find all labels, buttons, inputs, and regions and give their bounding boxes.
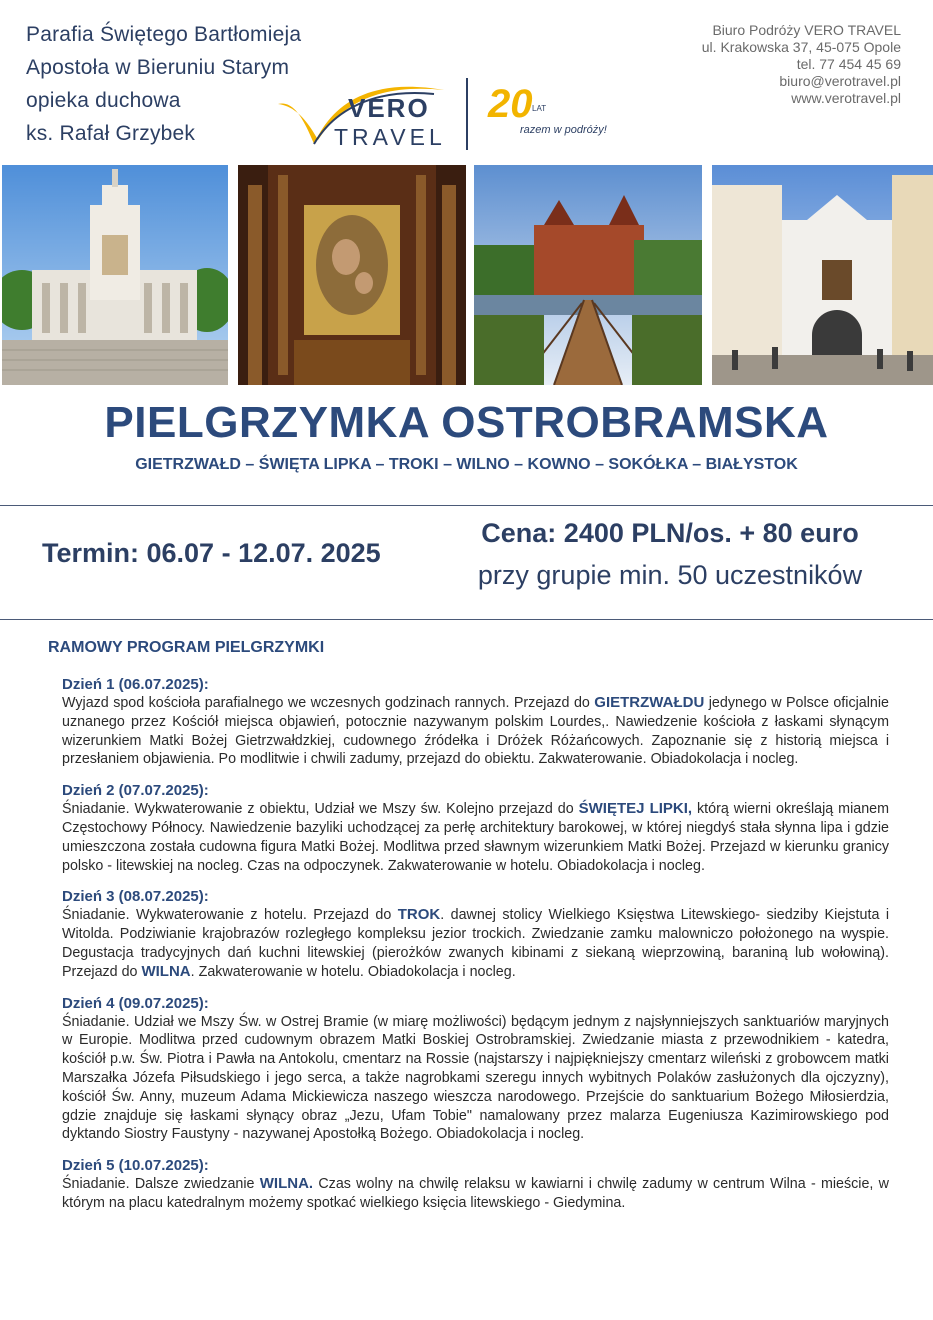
parish-line: opieka duchowa xyxy=(26,89,181,112)
place-name: WILNA. xyxy=(259,1175,314,1193)
parish-line: ks. Rafał Grzybek xyxy=(26,122,196,145)
day-text: Wyjazd spod kościoła parafialnego we wczesnych godzinach rannych. Przejazd do GIETRZWAŁDU jedynego w Polsce oficjalnie uznanego przez Kościół miejsca objawień, potocznie nazywanym polskim Lourdes,. Nawiedzenie kościoła z łaskami słynącym wizerunkiem Matki Bożej Gietrzwałdzkiej, cudownego źródełka i Dróżek Różańcowych. Zapoznanie się z historią miejsca i przesłaniem objawienia. Po modlitwie i chwili zadumy, przejazd do obiektu. Zakwaterowanie. Obiadokolacja i nocleg. xyxy=(62,694,889,768)
anniversary-tagline: razem w podróży! xyxy=(520,124,607,136)
day-heading: Dzień 5 (10.07.2025): xyxy=(62,1157,209,1175)
castle-photo xyxy=(474,165,702,385)
photo-strip xyxy=(2,165,933,385)
trip-price: Cena: 2400 PLN/os. + 80 euro xyxy=(481,518,859,548)
agency-name: Biuro Podróży VERO TRAVEL xyxy=(712,22,901,38)
day-heading: Dzień 4 (09.07.2025): xyxy=(62,994,209,1012)
parish-line: Apostoła w Bieruniu Starym xyxy=(26,56,290,79)
place-name: TROK xyxy=(397,906,441,924)
day-text: Śniadanie. Wykwaterowanie z obiektu, Udział we Mszy św. Kolejno przejazd do ŚWIĘTEJ LIPKI, którą wierni określają mianem Częstochowy Północy. Nawiedzenie bazyliki uchodzącej za perłę architektury barokowej, w której niegdyś stała słynna lipa i gdzie umieszczona została cudowna figura Matki Bożej. Modlitwa przed sławnym wizerunkiem Matki Bożej. Przejazd w kierunku granicy polsko - litewskiej na nocleg. Czas na odpoczynek. Zakwaterowanie w hotelu. Obiadokolacja i nocleg. xyxy=(62,800,890,874)
anniversary-unit: LAT xyxy=(532,104,547,113)
agency-website[interactable]: www.verotravel.pl xyxy=(791,90,901,106)
divider-top xyxy=(0,505,933,506)
day-heading: Dzień 1 (06.07.2025): xyxy=(62,676,209,693)
gate-photo xyxy=(712,165,933,385)
agency-address: ul. Krakowska 37, 45-075 Opole xyxy=(701,39,901,55)
day-item xyxy=(62,781,889,875)
day-heading: Dzień 3 (08.07.2025): xyxy=(62,888,209,906)
day-text: Śniadanie. Dalsze zwiedzanie WILNA. Czas wolny na chwilę relaksu w kawiarni i chwilę zadumy w centrum Wilna - mieście, w którym na placu katedralnym możemy spotkać wielkiego księcia litewskiego - Giedymina. xyxy=(62,1175,889,1211)
group-note: przy grupie min. 50 uczestników xyxy=(477,560,863,590)
place-name: GIETRZWAŁDU xyxy=(594,694,705,711)
logo-travel-text: TRAVEL xyxy=(334,124,446,150)
logo-vero-text: VERO xyxy=(348,93,430,123)
page-title: PIELGRZYMKA OSTROBRAMSKA xyxy=(104,398,829,447)
agency-contact xyxy=(702,22,901,107)
anniversary-number: 20 xyxy=(488,82,533,126)
agency-email[interactable]: biuro@verotravel.pl xyxy=(779,73,901,89)
logo-divider xyxy=(466,78,468,150)
place-name: WILNA xyxy=(141,962,191,980)
agency-phone: tel. 77 454 45 69 xyxy=(796,56,901,72)
day-item xyxy=(62,675,889,769)
anniversary-badge xyxy=(488,82,628,148)
day-item xyxy=(62,1156,889,1213)
day-text: Śniadanie. Wykwaterowanie z hotelu. Przejazd do TROK. dawnej stolicy Wielkiego Księstwa Litewskiego- siedziby Kiejstuta i Witolda. Podziwianie krajobrazów rozległego kompleksu jezior trockich. Zwiedzanie zamku malowniczo położonego na wyspie. Degustacja tradycyjnych dań kuchni litewskiej (pierożków zwanych kibinami z siekaną wieprzowiną, baraniną lub wołowiną). Przejazd do WILNA. Zakwaterowanie w hotelu. Obiadokolacja i nocleg. xyxy=(62,906,890,980)
day-item xyxy=(62,994,889,1145)
place-name: ŚWIĘTEJ LIPKI, xyxy=(578,800,693,818)
day-text: Śniadanie. Udział we Mszy Św. w Ostrej Bramie (w miarę możliwości) będącym jednym z najsłynniejszych sanktuariów maryjnych w Europie. Modlitwa przed cudownym obrazem Matki Boskiej Ostrobramskiej. Zwiedzanie miasta z przewodnikiem - katedra, kościół p.w. Św. Piotra i Pawła na Antokolu, cmentarz na Rossie (najstarszy i najpiękniejszy cmentarz wileński z grobowcem matki Marszałka Józefa Piłsudskiego i jego serca, a także nagrobkami szeregu innych wybitnych Polaków zasłużonych dla ojczyzny), kościół Św. Anny, muzeum Adama Mickiewicza naszego wieszcza narodowego. Przejście do sanktuarium Bożego Miłosierdzia, gdzie znajduje się łaskami słynący obraz „Jezu, Ufam Tobie" namalowany przez malarza Eugeniusza Kazimirowskiego pod dyktando Siostry Faustyny - nazywanej Apostołką Bożego. Obiadokolacja i nocleg. xyxy=(62,1013,889,1143)
day-heading: Dzień 2 (07.07.2025): xyxy=(62,782,209,800)
trip-dates: Termin: 06.07 - 12.07. 2025 xyxy=(42,538,381,568)
route-subtitle: GIETRZWAŁD – ŚWIĘTA LIPKA – TROKI – WILNO – KOWNO – SOKÓŁKA – BIAŁYSTOK xyxy=(135,456,798,473)
icon-photo xyxy=(238,165,466,385)
day-item xyxy=(62,887,889,981)
parish-line: Parafia Świętego Bartłomieja xyxy=(26,23,302,46)
program-heading: RAMOWY PROGRAM PIELGRZYMKI xyxy=(48,639,325,656)
divider-bottom xyxy=(0,619,933,620)
program-days xyxy=(62,675,889,1225)
vero-travel-logo xyxy=(274,70,464,160)
church-photo xyxy=(2,165,228,385)
